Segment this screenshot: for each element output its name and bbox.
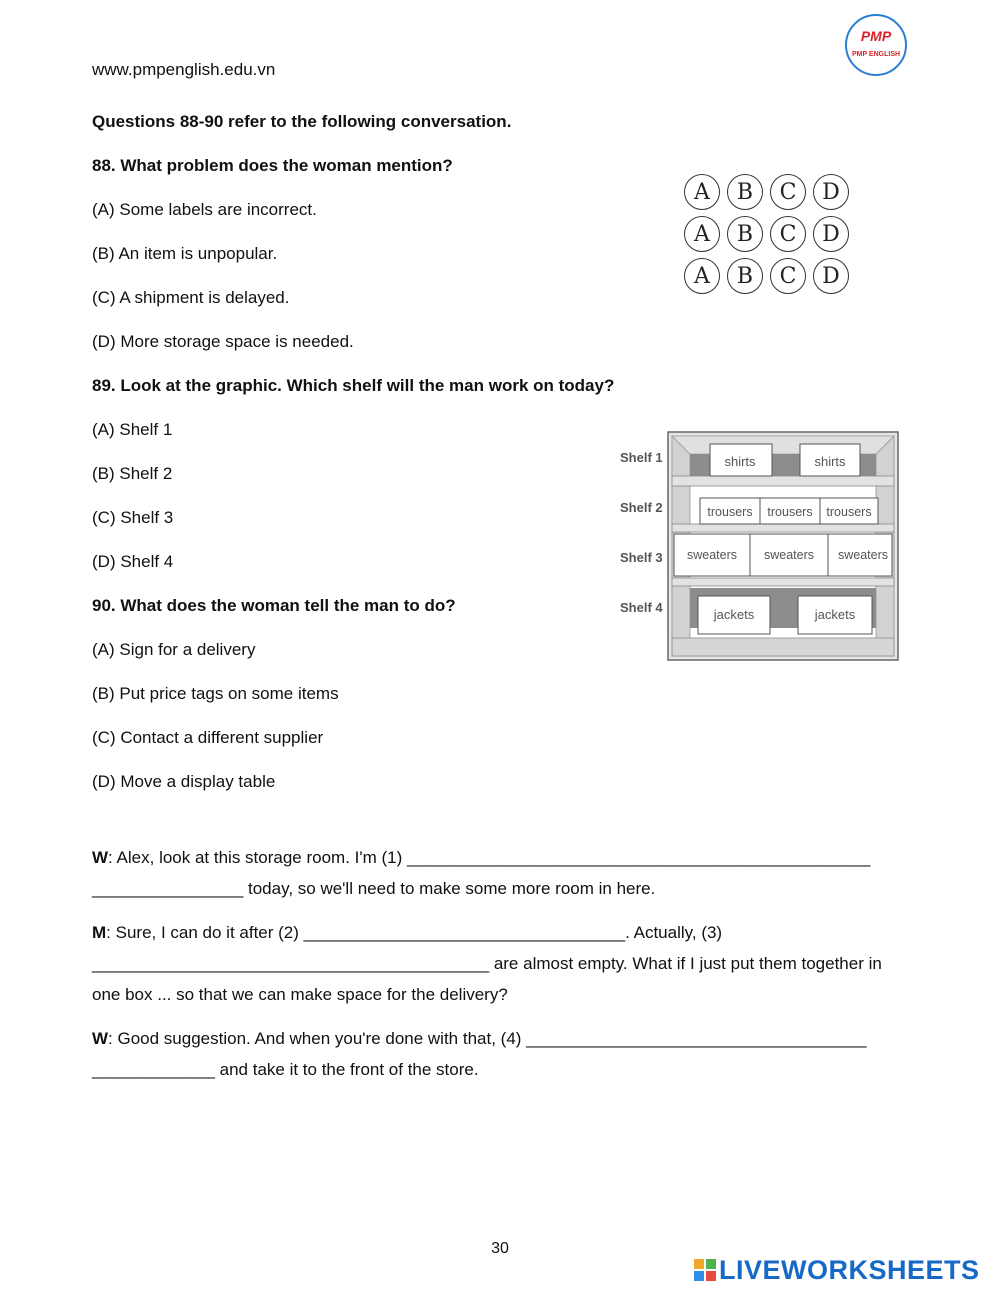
shelf-1-label: Shelf 1 [620, 450, 663, 465]
bubble-88-c[interactable]: C [770, 174, 806, 210]
speaker: W [92, 1029, 109, 1048]
q90-option-c[interactable]: (C) Contact a different supplier [92, 728, 324, 747]
shelf-4-item: jackets [713, 607, 755, 622]
q88-option-c[interactable]: (C) A shipment is delayed. [92, 288, 290, 307]
dialogue-text[interactable]: : Alex, look at this storage room. I'm (1) _________________________________________________ ________________ today, so we'll need to make some more room in here. [92, 848, 871, 898]
shelf-3-item: sweaters [837, 548, 889, 562]
bubble-89-a[interactable]: A [684, 216, 720, 252]
bubble-90-c[interactable]: C [770, 258, 806, 294]
logo-text: PMP ENGLISH [851, 51, 901, 58]
shelf-4-label: Shelf 4 [620, 600, 663, 615]
shelf-1-item: shirts [814, 454, 846, 469]
bubble-row-90 [684, 258, 849, 296]
bubble-90-a[interactable]: A [684, 258, 720, 294]
liveworksheets-brand[interactable] [693, 1255, 980, 1286]
bubble-90-b[interactable]: B [727, 258, 763, 294]
question-89-prompt: 89. Look at the graphic. Which shelf will the man work on today? [92, 376, 615, 395]
shelf-2-item: trousers [826, 505, 872, 519]
bubble-89-c[interactable]: C [770, 216, 806, 252]
bubble-row-88 [684, 174, 849, 212]
dialogue-text[interactable]: : Good suggestion. And when you're done with that, (4) ____________________________________ _____________ and take it to the front of the store. [92, 1029, 867, 1079]
bubble-89-b[interactable]: B [727, 216, 763, 252]
q90-option-b[interactable]: (B) Put price tags on some items [92, 684, 339, 703]
q89-option-b[interactable]: (B) Shelf 2 [92, 464, 173, 483]
brand-text: LIVEWORKSHEETS [719, 1255, 980, 1285]
speaker: W [92, 848, 109, 867]
website-url: www.pmpenglish.edu.vn [92, 60, 276, 79]
shelf-graphic [618, 428, 902, 664]
q88-option-a[interactable]: (A) Some labels are incorrect. [92, 200, 317, 219]
q90-option-a[interactable]: (A) Sign for a delivery [92, 640, 256, 659]
q89-option-c[interactable]: (C) Shelf 3 [92, 508, 174, 527]
dialogue-line-1 [92, 842, 912, 904]
dialogue-transcript [92, 842, 912, 1098]
shelf-2-item: trousers [707, 505, 753, 519]
shelf-3-item: sweaters [763, 548, 815, 562]
q88-option-b[interactable]: (B) An item is unpopular. [92, 244, 278, 263]
logo-mark: PMP [860, 28, 892, 44]
dialogue-line-2 [92, 917, 912, 1010]
question-88-prompt: 88. What problem does the woman mention? [92, 156, 453, 175]
bubble-88-d[interactable]: D [813, 174, 849, 210]
question-90-prompt: 90. What does the woman tell the man to do? [92, 596, 456, 615]
section-title: Questions 88-90 refer to the following conversation. [92, 112, 512, 131]
bubble-row-89 [684, 216, 849, 254]
shelf-4-item: jackets [814, 607, 856, 622]
shelf-2-item: trousers [767, 505, 813, 519]
liveworksheets-icon [693, 1258, 717, 1282]
speaker: M [92, 923, 107, 942]
page-number: 30 [491, 1240, 509, 1257]
q90-option-d[interactable]: (D) Move a display table [92, 772, 276, 791]
bubble-88-b[interactable]: B [727, 174, 763, 210]
bubble-90-d[interactable]: D [813, 258, 849, 294]
bubble-89-d[interactable]: D [813, 216, 849, 252]
shelf-3-item: sweaters [686, 548, 738, 562]
bubble-88-a[interactable]: A [684, 174, 720, 210]
q88-option-d[interactable]: (D) More storage space is needed. [92, 332, 354, 351]
shelf-3-label: Shelf 3 [620, 550, 663, 565]
shelf-2-label: Shelf 2 [620, 500, 663, 515]
shelf-1-item: shirts [724, 454, 756, 469]
q89-option-d[interactable]: (D) Shelf 4 [92, 552, 174, 571]
dialogue-text[interactable]: : Sure, I can do it after (2) __________________________________. Actually, (3) __________________________________________ are almost empty. What if I just put them together in one box ... so that we can make space for the delivery? [92, 923, 882, 1004]
pmp-english-logo [845, 14, 907, 76]
q89-option-a[interactable]: (A) Shelf 1 [92, 420, 173, 439]
dialogue-line-3 [92, 1023, 912, 1085]
answer-bubble-grid [684, 174, 849, 300]
